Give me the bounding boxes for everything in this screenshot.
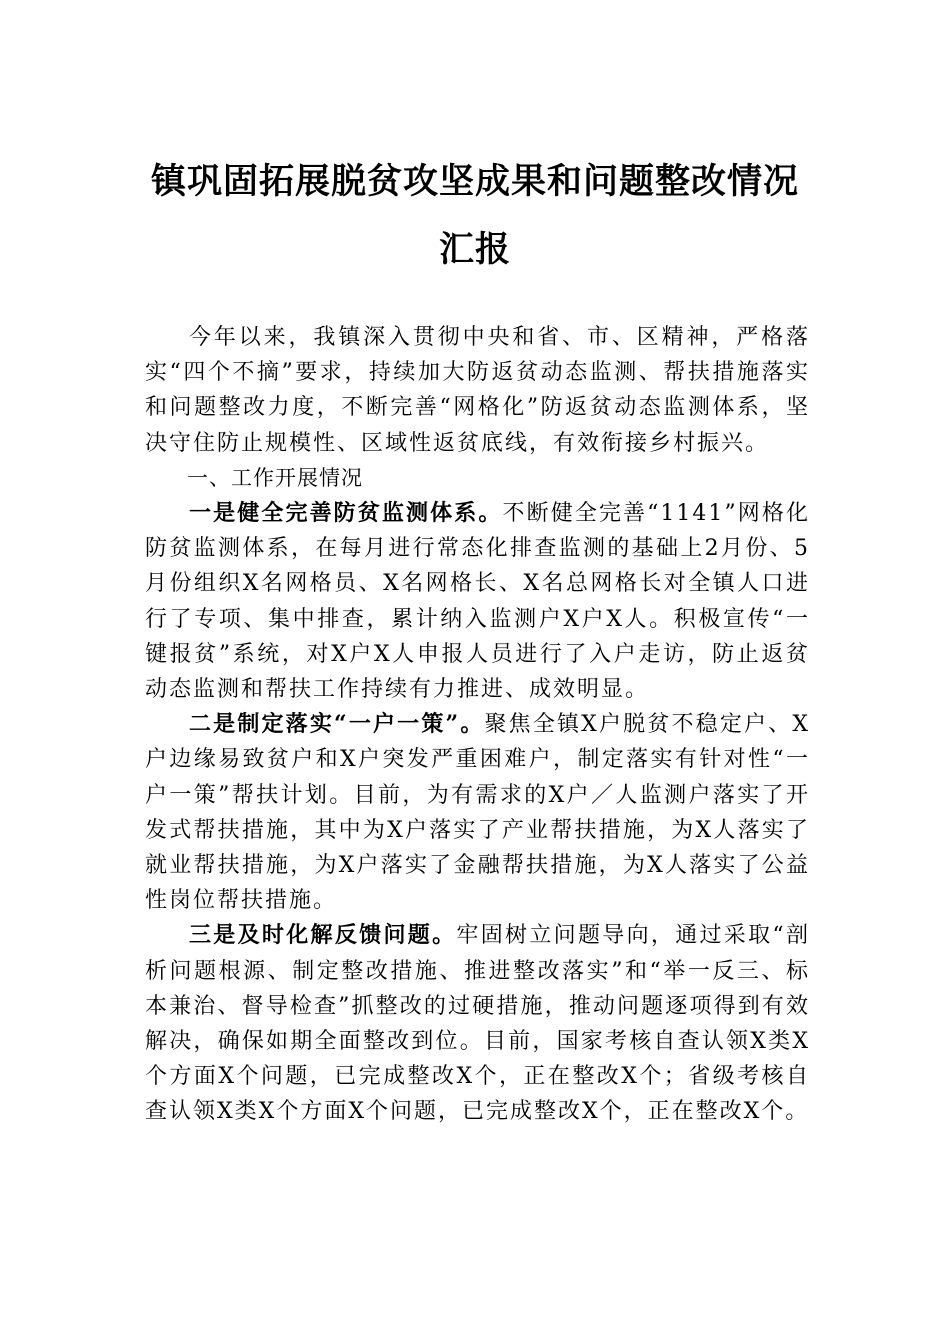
paragraph-item-1 <box>145 496 810 707</box>
document-body <box>145 320 810 1130</box>
intro-paragraph: 今年以来，我镇深入贯彻中央和省、市、区精神，严格落实“四个不摘”要求，持续加大防返贫动态监测、帮扶措施落实和问题整改力度，不断完善“网格化”防返贫动态监测体系，坚决守住防止规模性、区域性返贫底线，有效衔接乡村振兴。 <box>145 325 810 456</box>
paragraph-lead-1: 一是健全完善防贫监测体系。 <box>189 500 503 527</box>
paragraph-item-3 <box>145 918 810 1129</box>
paragraph-lead-2: 二是制定落实“一户一策”。 <box>189 711 485 738</box>
paragraph-lead-3: 三是及时化解反馈问题。 <box>189 922 457 949</box>
paragraph-text-1: 不断健全完善“1141”网格化防贫监测体系，在每月进行常态化排查监测的基础上2月份、5月份组织X名网格员、X名网格长、X名总网格长对全镇人口进行了专项、集中排查，累计纳入监测户X户X人。积极宣传“一键报贫”系统，对X户X人申报人员进行了入户走访，防止返贫动态监测和帮扶工作持续有力推进、成效明显。 <box>145 501 810 703</box>
section-heading: 一、工作开展情况 <box>187 465 363 490</box>
document-title-line1: 镇巩固拓展脱贫攻坚成果和问题整改情况 <box>150 161 799 202</box>
document-title-line2: 汇报 <box>438 229 511 270</box>
paragraph-item-2 <box>145 707 810 918</box>
paragraph-text-3: 牢固树立问题导向，通过采取“剖析问题根源、制定整改措施、推进整改落实”和“举一反三、标本兼治、督导检查”抓整改的过硬措施，推动问题逐项得到有效解决，确保如期全面整改到位。目前，国家考核自查认领X类X个方面X个问题，已完成整改X个，正在整改X个；省级考核自查认领X类X个方面X个问题，已完成整改X个，正在整改X个。 <box>145 923 810 1125</box>
paragraph-text-2: 聚焦全镇X户脱贫不稳定户、X户边缘易致贫户和X户突发严重困难户，制定落实有针对性“一户一策”帮扶计划。目前，为有需求的X户／人监测户落实了开发式帮扶措施，其中为X户落实了产业帮扶措施，为X人落实了就业帮扶措施，为X户落实了金融帮扶措施，为X人落实了公益性岗位帮扶措施。 <box>145 712 811 914</box>
